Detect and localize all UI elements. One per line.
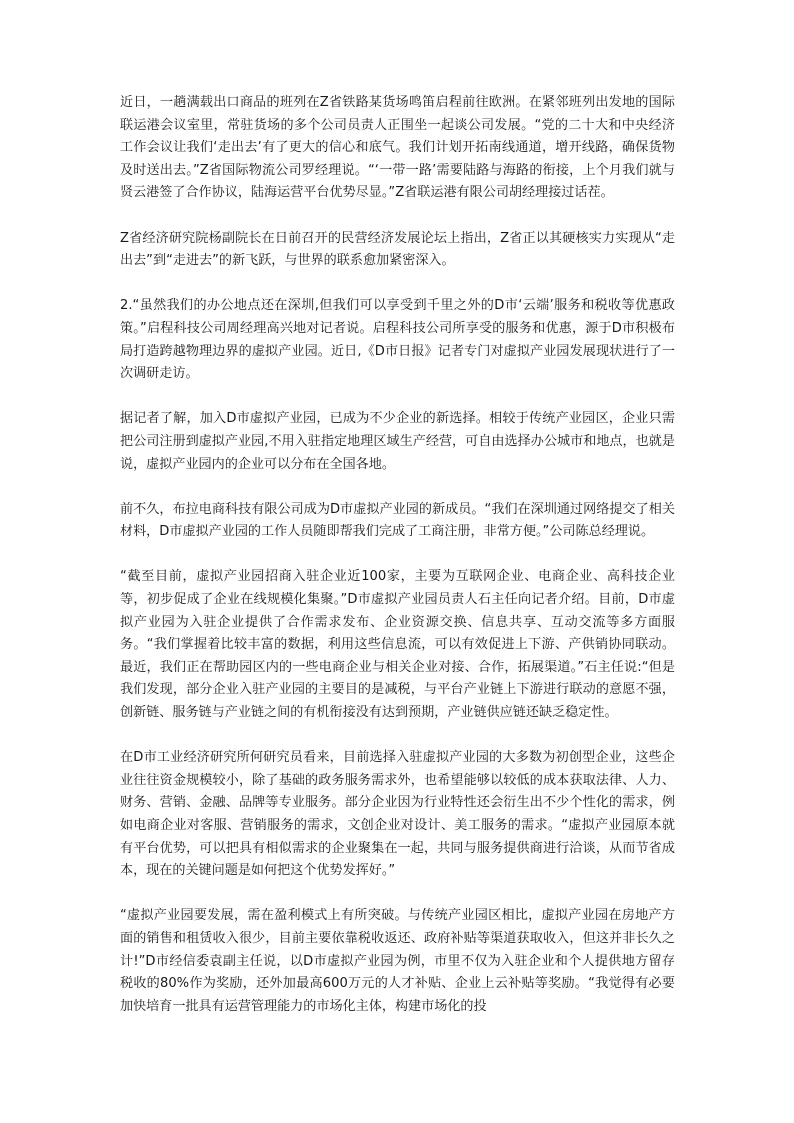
paragraph-3: 2.“虽然我们的办公地点还在深圳,但我们可以享受到千里之外的D市‘云端’服务和税收等优惠政策。”启程科技公司周经理高兴地对记者说。启程科技公司所享受的服务和优惠，源于D市积极布局打造跨越物理边界的虚拟产业园。近日,《D市日报》记者专门对虚拟产业园发展现状进行了一次调研走访。 [120,298,675,382]
document-page [120,92,675,1041]
paragraph-7: 在D市工业经济研究所何研究员看来，目前选择入驻虚拟产业园的大多数为初创型企业，这些企业往往资金规模较小，除了基础的政务服务需求外，也希望能够以较低的成本获取法律、人力、财务、营销、金融、品牌等专业服务。部分企业因为行业特性还会衍生出不少个性化的需求，例如电商企业对客服、营销服务的需求，文创企业对设计、美工服务的需求。“虚拟产业园原本就有平台优势，可以把具有相似需求的企业聚集在一起，共同与服务提供商进行洽谈，从而节省成本，现在的关键问题是如何把这个优势发挥好。” [120,750,675,879]
paragraph-5: 前不久，布拉电商科技有限公司成为D市虚拟产业园的新成员。“我们在深圳通过网络提交了相关材料，D市虚拟产业园的工作人员随即帮我们完成了工商注册，非常方便。”公司陈总经理说。 [120,501,675,540]
paragraph-4: 据记者了解，加入D市虚拟产业园，已成为不少企业的新选择。相较于传统产业园区，企业只需把公司注册到虚拟产业园,不用入驻指定地理区域生产经营，可自由选择办公城市和地点，也就是说，虚拟产业园内的企业可以分布在全国各地。 [120,411,675,472]
paragraph-1: 近日，一趟满载出口商品的班列在Z省铁路某货场鸣笛启程前往欧洲。在紧邻班列出发地的国际联运港会议室里，常驻货场的多个公司员责人正围坐一起谈公司发展。“党的二十大和中央经济工作会议让我们‘走出去’有了更大的信心和底气。我们计划开拓南线通道，增开线路，确保货物及时送出去。”Z省国际物流公司罗经理说。“‘一带一路’需要陆路与海路的衔接，上个月我们就与贤云港签了合作协议，陆海运营平台优势尽显。”Z省联运港有限公司胡经理接过话茬。 [120,95,675,201]
paragraph-6: “截至目前，虚拟产业园招商入驻企业近100家，主要为互联网企业、电商企业、高科技企业等，初步促成了企业在线规模化集聚。”D市虚拟产业园员责人石主任向记者介绍。目前，D市虚拟产业园为入驻企业提供了合作需求发布、企业资源交换、信息共享、互动交流等多方面服务。“我们掌握着比较丰富的数据，利用这些信息流，可以有效促进上下游、产供销协同联动。最近，我们正在帮助园区内的一些电商企业与相关企业对接、合作，拓展渠道。”石主任说:“但是我们发现，部分企业入驻产业园的主要目的是减税，与平台产业链上下游进行联动的意愿不强，创新链、服务链与产业链之间的有机衔接没有达到预期，产业链供应链还缺乏稳定性。 [120,569,675,721]
paragraph-8: “虚拟产业园要发展，需在盈利模式上有所突破。与传统产业园区相比，虚拟产业园在房地产方面的销售和租赁收入很少，目前主要依靠税收返还、政府补贴等渠道获取收入，但这并非长久之计!”D市经信委袁副主任说，以D市虚拟产业园为例，市里不仅为入驻企业和个人提供地方留存税收的80%作为奖励，还外加最高600万元的人才补贴、企业上云补贴等奖励。“我觉得有必要加快培育一批具有运营管理能力的市场化主体，构建市场化的投 [120,908,675,1014]
paragraph-2: Z省经济研究院杨副院长在日前召开的民营经济发展论坛上指出，Z省正以其硬核实力实现从“走出去”到“走进去”的新飞跃，与世界的联系愈加紧密深入。 [120,230,675,269]
